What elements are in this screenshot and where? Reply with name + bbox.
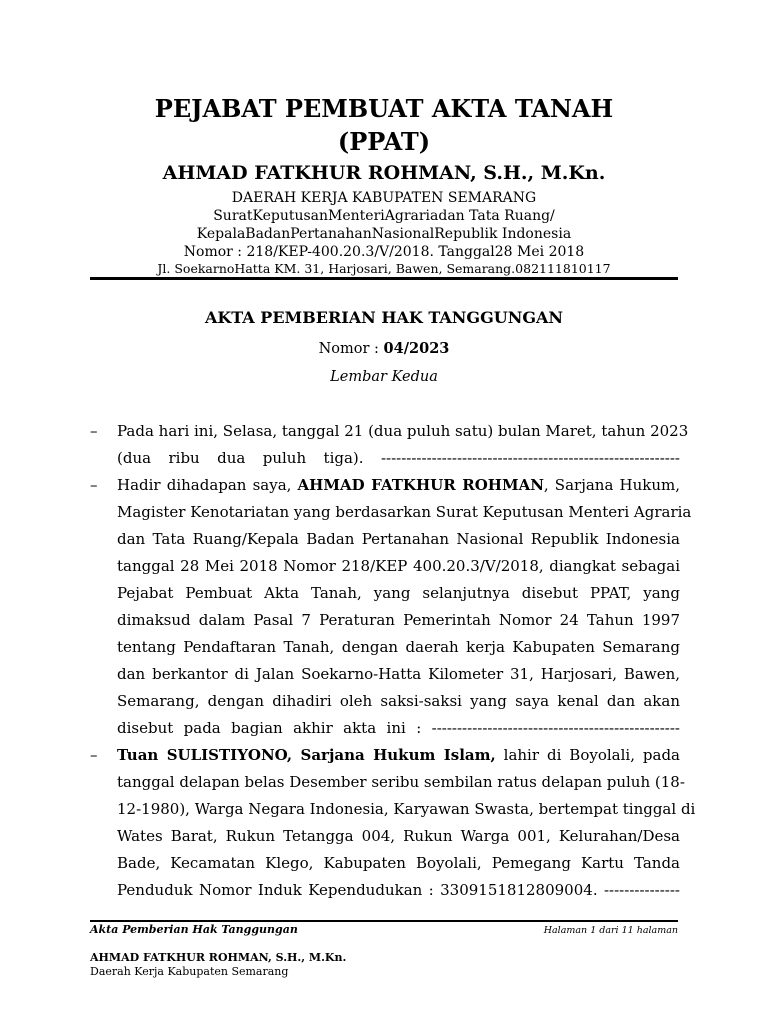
deed-title: AKTA PEMBERIAN HAK TANGGUNGAN [204,308,564,327]
deed-number [90,338,678,360]
paragraph-line: tanggal delapan belas Desember seribu sembilan ratus delapan puluh (18- [117,773,685,791]
paragraph-line: Semarang, dengan dihadiri oleh saksi-saksi yang saya kenal dan akan [117,692,680,710]
paragraph-line: dan Tata Ruang/Kepala Badan Pertanahan Nasional Republik Indonesia [117,530,680,548]
deed-number-value: 04/2023 [383,340,450,357]
letterhead [90,92,678,277]
footer-page-info: Halaman 1 dari 11 halaman [543,925,678,936]
list-dash: – [90,476,98,494]
list-dash: – [90,422,98,440]
decree-line-1: SuratKeputusanMenteriAgrariadan Tata Ruang/ [213,208,555,224]
paragraph-line: Magister Kenotariatan yang berdasarkan Surat Keputusan Menteri Agraria [117,503,692,521]
paragraph-line: Bade, Kecamatan Klego, Kabupaten Boyolali, Pemegang Kartu Tanda [117,854,680,872]
deed-body [90,418,696,904]
decree-line-2: KepalaBadanPertanahanNasionalRepublik Indonesia [196,226,572,242]
deed-paragraph [90,472,692,742]
deed-paragraph [90,742,696,904]
paragraph-line: tanggal 28 Mei 2018 Nomor 218/KEP 400.20.3/V/2018, diangkat sebagai [117,557,680,575]
letterhead-divider [90,277,678,280]
footer-official-name: AHMAD FATKHUR ROHMAN, S.H., M.Kn. [90,951,347,964]
paragraph-line: Hadir dihadapan saya, AHMAD FATKHUR ROHMAN, Sarjana Hukum, [117,476,681,494]
paragraph-line: Pada hari ini, Selasa, tanggal 21 (dua puluh satu) bulan Maret, tahun 2023 [117,422,689,440]
paragraph-line: Tuan SULISTIYONO, Sarjana Hukum Islam, lahir di Boyolali, pada [117,746,680,764]
footer-deed-title: Akta Pemberian Hak Tanggungan [90,923,298,936]
paragraph-line: tentang Pendaftaran Tanah, dengan daerah kerja Kabupaten Semarang [117,638,680,656]
paragraph-line: (dua ribu dua puluh tiga). ----------------------------------------------------------- [117,449,680,467]
paragraph-line: dimaksud dalam Pasal 7 Peraturan Pemerintah Nomor 24 Tahun 1997 [117,611,680,629]
work-area: DAERAH KERJA KABUPATEN SEMARANG [231,190,537,206]
deed-sheet: Lembar Kedua [330,369,438,385]
paragraph-line: Pejabat Pembuat Akta Tanah, yang selanjutnya disebut PPAT, yang [117,584,680,602]
footer-work-area: Daerah Kerja Kabupaten Semarang [90,965,289,978]
decree-number: Nomor : 218/KEP-400.20.3/V/2018. Tanggal28 Mei 2018 [183,244,585,260]
list-dash: – [90,746,98,764]
paragraph-line: dan berkantor di Jalan Soekarno-Hatta Kilometer 31, Harjosari, Bawen, [117,665,680,683]
paragraph-line: Penduduk Nomor Induk Kependudukan : 3309151812809004. --------------- [117,881,680,899]
footer-divider [90,920,678,922]
paragraph-line: disebut pada bagian akhir akta ini : ------------------------------------------------- [117,719,680,737]
deed-number-label: Nomor : [318,341,384,357]
letterhead-subtitle: (PPAT) [337,127,431,156]
deed-paragraph [90,418,689,472]
paragraph-line: 12-1980), Warga Negara Indonesia, Karyawan Swasta, bertempat tinggal di [117,800,696,818]
office-address: Jl. SoekarnoHatta KM. 31, Harjosari, Bawen, Semarang.082111810117 [157,261,611,276]
letterhead-title: PEJABAT PEMBUAT AKTA TANAH [154,94,614,123]
paragraph-line: Wates Barat, Rukun Tetangga 004, Rukun Warga 001, Kelurahan/Desa [117,827,680,845]
official-name: AHMAD FATKHUR ROHMAN, S.H., M.Kn. [162,162,606,184]
